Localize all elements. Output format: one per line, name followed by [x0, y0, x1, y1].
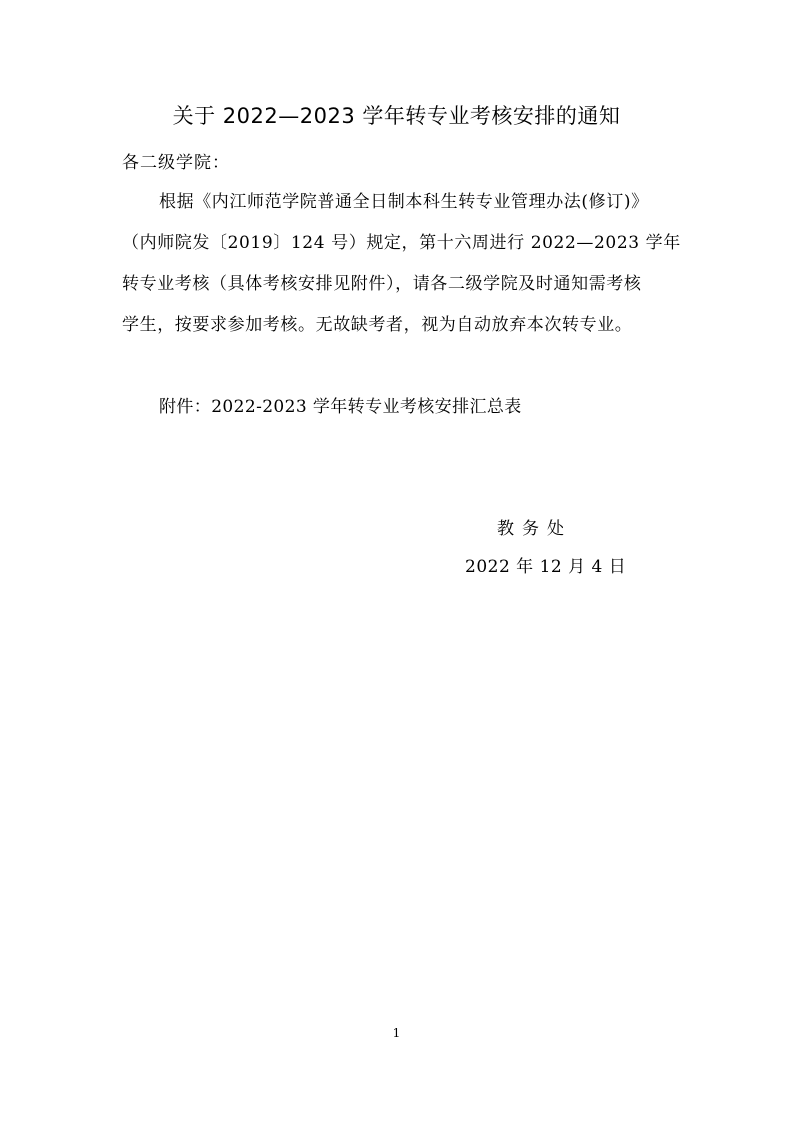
attachment-note: 附件：2022-2023 学年转专业考核安排汇总表	[159, 397, 522, 417]
issue-date: 2022 年 12 月 4 日	[465, 557, 627, 577]
salutation: 各二级学院：	[122, 153, 230, 173]
notice-title: 关于 2022—2023 学年转专业考核安排的通知	[172, 104, 621, 128]
issuer-signature: 教务处	[497, 519, 572, 539]
page-number: 1	[392, 1026, 401, 1040]
body-line-1: 根据《内江师范学院普通全日制本科生转专业管理办法(修订)》	[159, 192, 649, 212]
body-line-4: 学生，按要求参加考核。无故缺考者，视为自动放弃本次转专业。	[122, 315, 633, 335]
body-line-3: 转专业考核（具体考核安排见附件），请各二级学院及时通知需考核	[122, 274, 642, 294]
body-line-2: （内师院发〔2019〕124 号）规定，第十六周进行 2022—2023 学年	[122, 233, 681, 253]
